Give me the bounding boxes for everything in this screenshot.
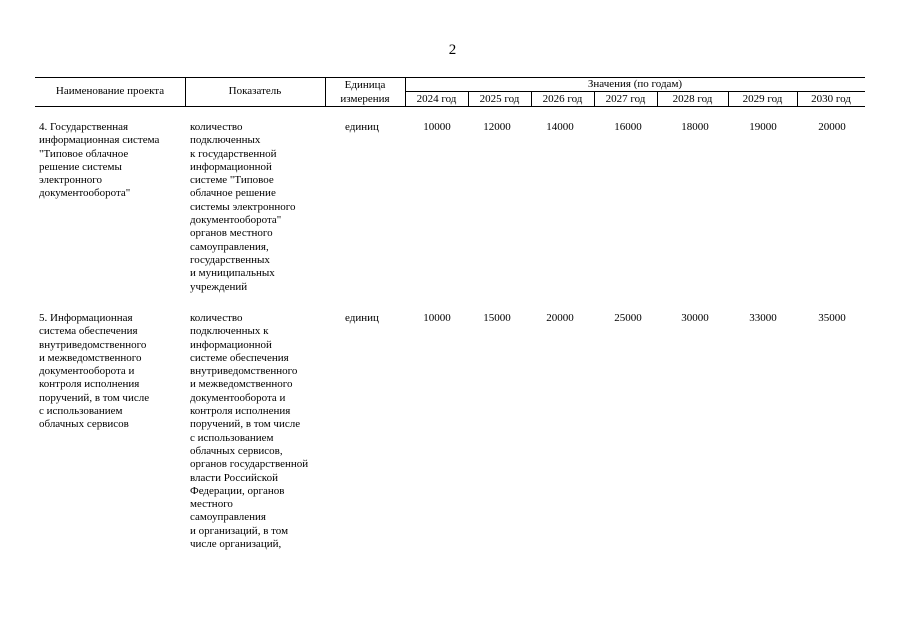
row-4-value-2025: 12000	[483, 121, 511, 133]
row-5-value-2027: 25000	[614, 312, 642, 324]
header-bottom-border	[35, 106, 865, 107]
header-values-group: Значения (по годам)	[587, 78, 683, 90]
row-5-indicator: количество подключенных к информационной системе обеспечения внутриведомственного и межведомственного документооборота и контроля исполнения поручений, в том числе с использованием облачных сервисов, органов государственной власти Российской Федерации, органов местного самоуправления и организаций, в том числе организаций,	[190, 312, 309, 551]
header-project-name: Наименование проекта	[55, 85, 165, 97]
row-4-indicator: количество подключенных к государственной информационной системе "Типовое облачное решение системы электронного документооборота" органов местного самоуправления, государственных и муниципальных учреждений	[190, 121, 296, 293]
row-5-unit: единиц	[345, 312, 379, 324]
header-year-2024: 2024 год	[416, 93, 457, 105]
row-4-value-2029: 19000	[749, 121, 777, 133]
row-4-unit: единиц	[345, 121, 379, 133]
row-5-value-2024: 10000	[423, 312, 451, 324]
row-4-value-2024: 10000	[423, 121, 451, 133]
row-4-value-2027: 16000	[614, 121, 642, 133]
header-indicator: Показатель	[228, 85, 282, 97]
row-4-project: 4. Государственная информационная система "Типовое облачное решение системы электронного документооборота"	[39, 121, 160, 200]
header-year-2029: 2029 год	[742, 93, 783, 105]
row-5-value-2025: 15000	[483, 312, 511, 324]
header-unit-line2: измерения	[340, 93, 390, 105]
row-4-value-2030: 20000	[818, 121, 846, 133]
years-subheader-border	[405, 91, 865, 92]
row-4-value-2028: 18000	[681, 121, 709, 133]
row-5-value-2030: 35000	[818, 312, 846, 324]
row-5-value-2029: 33000	[749, 312, 777, 324]
page-number: 2	[448, 42, 457, 58]
header-year-2026: 2026 год	[542, 93, 583, 105]
row-4-value-2026: 14000	[546, 121, 574, 133]
header-year-2027: 2027 год	[605, 93, 646, 105]
row-5-project: 5. Информационная система обеспечения внутриведомственного и межведомственного документооборота и контроля исполнения поручений, в том числе с использованием облачных сервисов	[39, 312, 150, 431]
header-unit-line1: Единица	[344, 79, 386, 91]
header-year-2028: 2028 год	[672, 93, 713, 105]
header-year-2025: 2025 год	[479, 93, 520, 105]
row-5-value-2028: 30000	[681, 312, 709, 324]
row-5-value-2026: 20000	[546, 312, 574, 324]
header-year-2030: 2030 год	[811, 93, 851, 105]
